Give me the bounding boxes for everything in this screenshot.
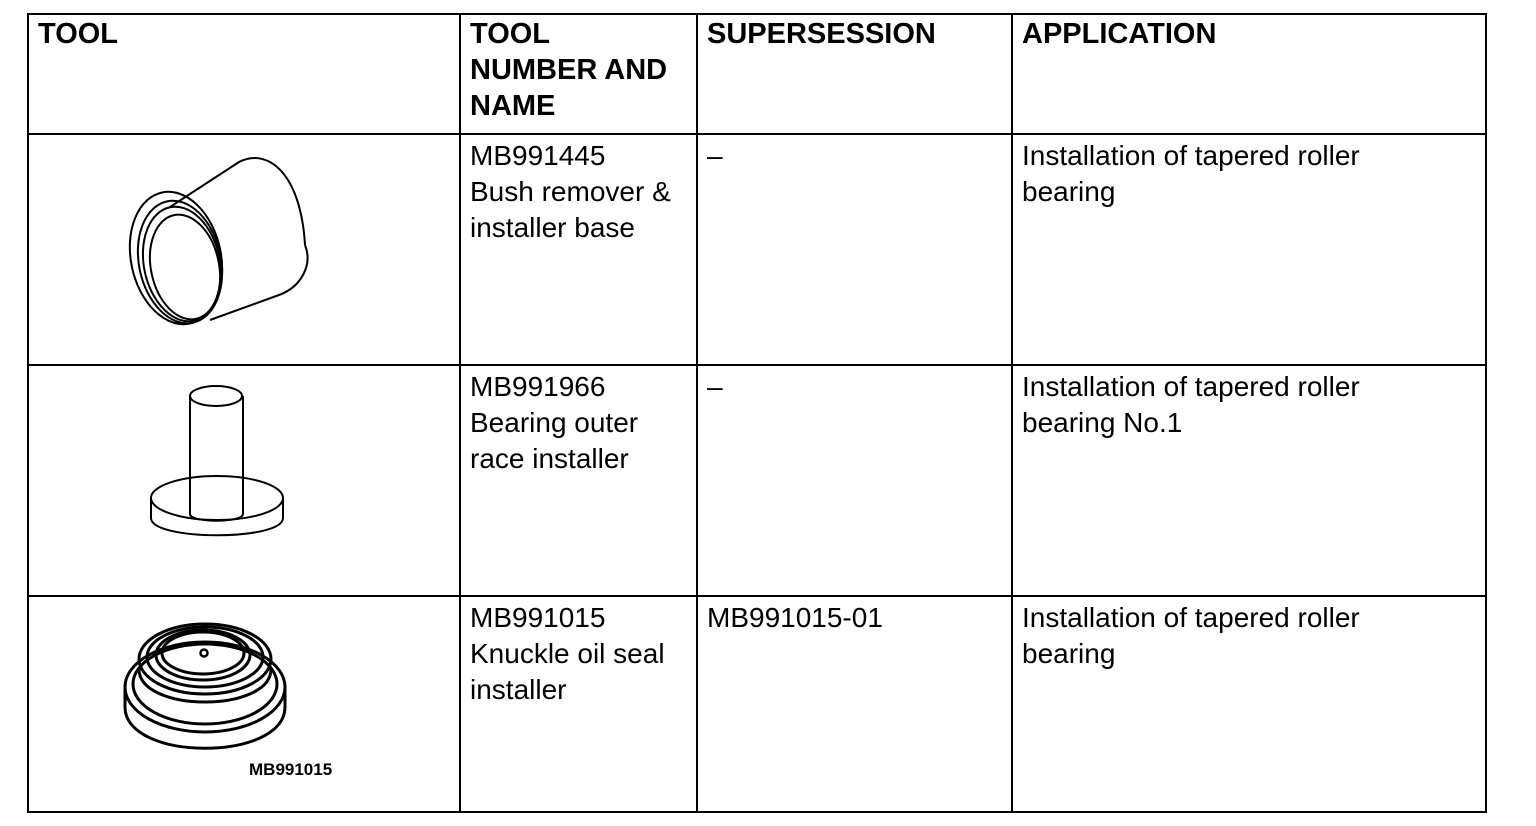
supersession-cell: MB991015-01 (697, 596, 1012, 812)
tool-image-cell (28, 365, 460, 596)
tool-name-line: installer base (470, 212, 635, 243)
header-supersession: SUPERSESSION (697, 14, 1012, 134)
tool-number-name-cell (460, 365, 697, 596)
tool-name-line: installer (470, 674, 567, 705)
supersession-cell: – (697, 134, 1012, 365)
tool-name-line: Bearing outer (470, 407, 639, 438)
header-row (28, 14, 1486, 134)
table-row (28, 365, 1486, 596)
special-tools-table (27, 13, 1487, 813)
application-cell: Installation of tapered roller bearing (1012, 134, 1486, 365)
bearing-outer-race-installer-icon (29, 366, 461, 595)
tool-number: MB991015 (470, 602, 606, 633)
tool-image-caption: MB991015 (249, 760, 333, 779)
table-row (28, 596, 1486, 812)
tool-name-line: race installer (470, 443, 629, 474)
tool-number: MB991445 (470, 140, 606, 171)
application-cell: Installation of tapered roller bearing (1012, 596, 1486, 812)
tool-image-cell (28, 134, 460, 365)
header-application: APPLICATION (1012, 14, 1486, 134)
supersession-cell: – (697, 365, 1012, 596)
tool-name-line: Bush remover & (470, 176, 671, 207)
tool-number: MB991966 (470, 371, 606, 402)
bush-remover-installer-base-icon (29, 135, 461, 364)
tool-number-name-cell (460, 134, 697, 365)
application-cell: Installation of tapered roller bearing No.1 (1012, 365, 1486, 596)
knuckle-oil-seal-installer-icon (29, 597, 461, 811)
header-tool-number-and-name: TOOL NUMBER AND NAME (460, 14, 697, 134)
tool-name-line: Knuckle oil seal (470, 638, 665, 669)
header-tool: TOOL (28, 14, 460, 134)
tool-number-name-cell (460, 596, 697, 812)
tool-image-cell (28, 596, 460, 812)
table-row (28, 134, 1486, 365)
